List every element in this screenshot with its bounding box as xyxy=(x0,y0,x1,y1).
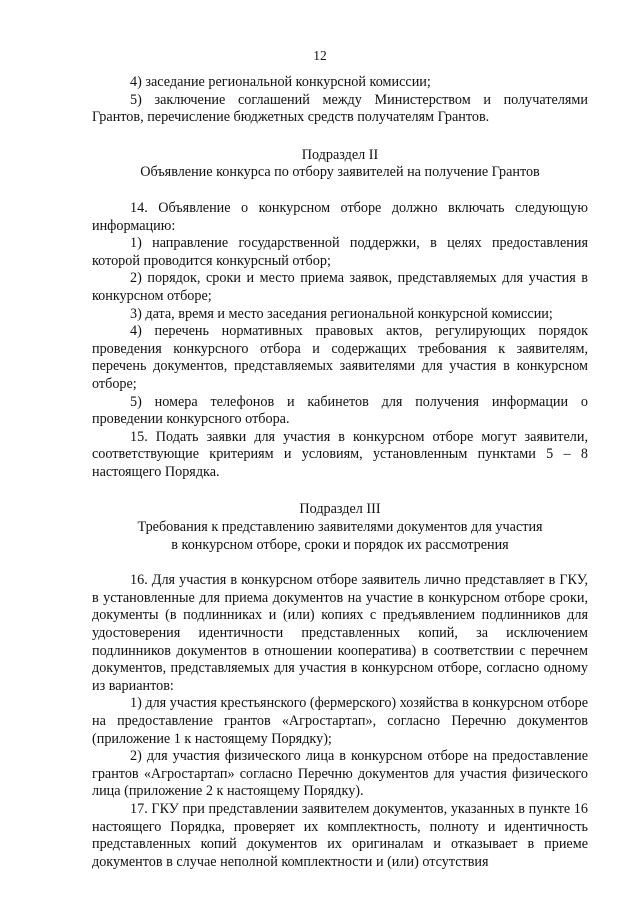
list-item-4: 4) заседание региональной конкурсной комиссии; xyxy=(130,74,431,90)
paragraph-14-item-5: 5) номера телефонов и кабинетов для получения информации о проведении конкурсного отбора. xyxy=(92,393,588,428)
paragraph-17: 17. ГКУ при представлении заявителем документов, указанных в пункте 16 настоящего Порядка, проверяет их комплектность, полноту и идентичность представленных копий документов их оригиналам и отказывает в приеме документов в случае неполной комплектности и (или) отсутствия xyxy=(92,800,588,870)
subsection-3-title-line-2: в конкурсном отборе, сроки и порядок их рассмотрения xyxy=(171,536,509,553)
paragraph-16-item-2: 2) для участия физического лица в конкурсном отборе на предоставление грантов «Агростартап» согласно Перечню документов для участия физического лица (приложение 2 к настоящему Порядку). xyxy=(92,748,588,800)
paragraph-14-item-1: 1) направление государственной поддержки, в целях предоставления которой проводится конкурсный отбор; xyxy=(92,235,588,269)
paragraph-16: 16. Для участия в конкурсном отборе заявитель лично представляет в ГКУ, в установленные для приема документов на участие в конкурсном отборе сроки, документы (в подлинниках и (или) копиях с предъявлением подлинников для удостоверения идентичности представленных копий, за исключением подлинников документов в отношении кооператива) в соответствии с перечнем документов, представляемых для участия в конкурсном отборе, согласно одному из вариантов: xyxy=(92,572,588,694)
subsection-2-title: Объявление конкурса по отбору заявителей на получение Грантов xyxy=(140,164,540,181)
paragraph-16-item-1: 1) для участия крестьянского (фермерского) хозяйства в конкурсном отборе на предоставление грантов «Агростартап», согласно Перечню документов (приложение 1 к настоящему Порядку); xyxy=(92,695,588,747)
paragraph-14-item-4: 4) перечень нормативных правовых актов, регулирующих порядок проведения конкурсного отбора и содержащих требования к заявителям, перечень документов, представляемых заявителями для участия в конкурсном отборе; xyxy=(92,323,588,392)
paragraph-15: 15. Подать заявки для участия в конкурсном отборе могут заявители, соответствующие критериям и условиям, установленным пунктами 5 – 8 настоящего Порядка. xyxy=(92,428,588,480)
list-item-5: 5) заключение соглашений между Министерством и получателями Грантов, перечисление бюджетных средств получателям Грантов. xyxy=(92,91,588,126)
paragraph-14-item-3: 3) дата, время и место заседания региональной конкурсной комиссии; xyxy=(130,305,553,322)
page-number: 12 xyxy=(313,48,327,63)
document-body xyxy=(92,74,588,871)
subsection-3-title-line-1: Требования к представлению заявителями документов для участия xyxy=(137,519,543,536)
subsection-2-label: Подраздел II xyxy=(301,146,379,163)
paragraph-14-item-2: 2) порядок, сроки и место приема заявок, представляемых для участия в конкурсном отборе; xyxy=(92,270,588,304)
subsection-3-label: Подраздел III xyxy=(299,501,381,518)
paragraph-14: 14. Объявление о конкурсном отборе должно включать следующую информацию: xyxy=(92,199,588,234)
